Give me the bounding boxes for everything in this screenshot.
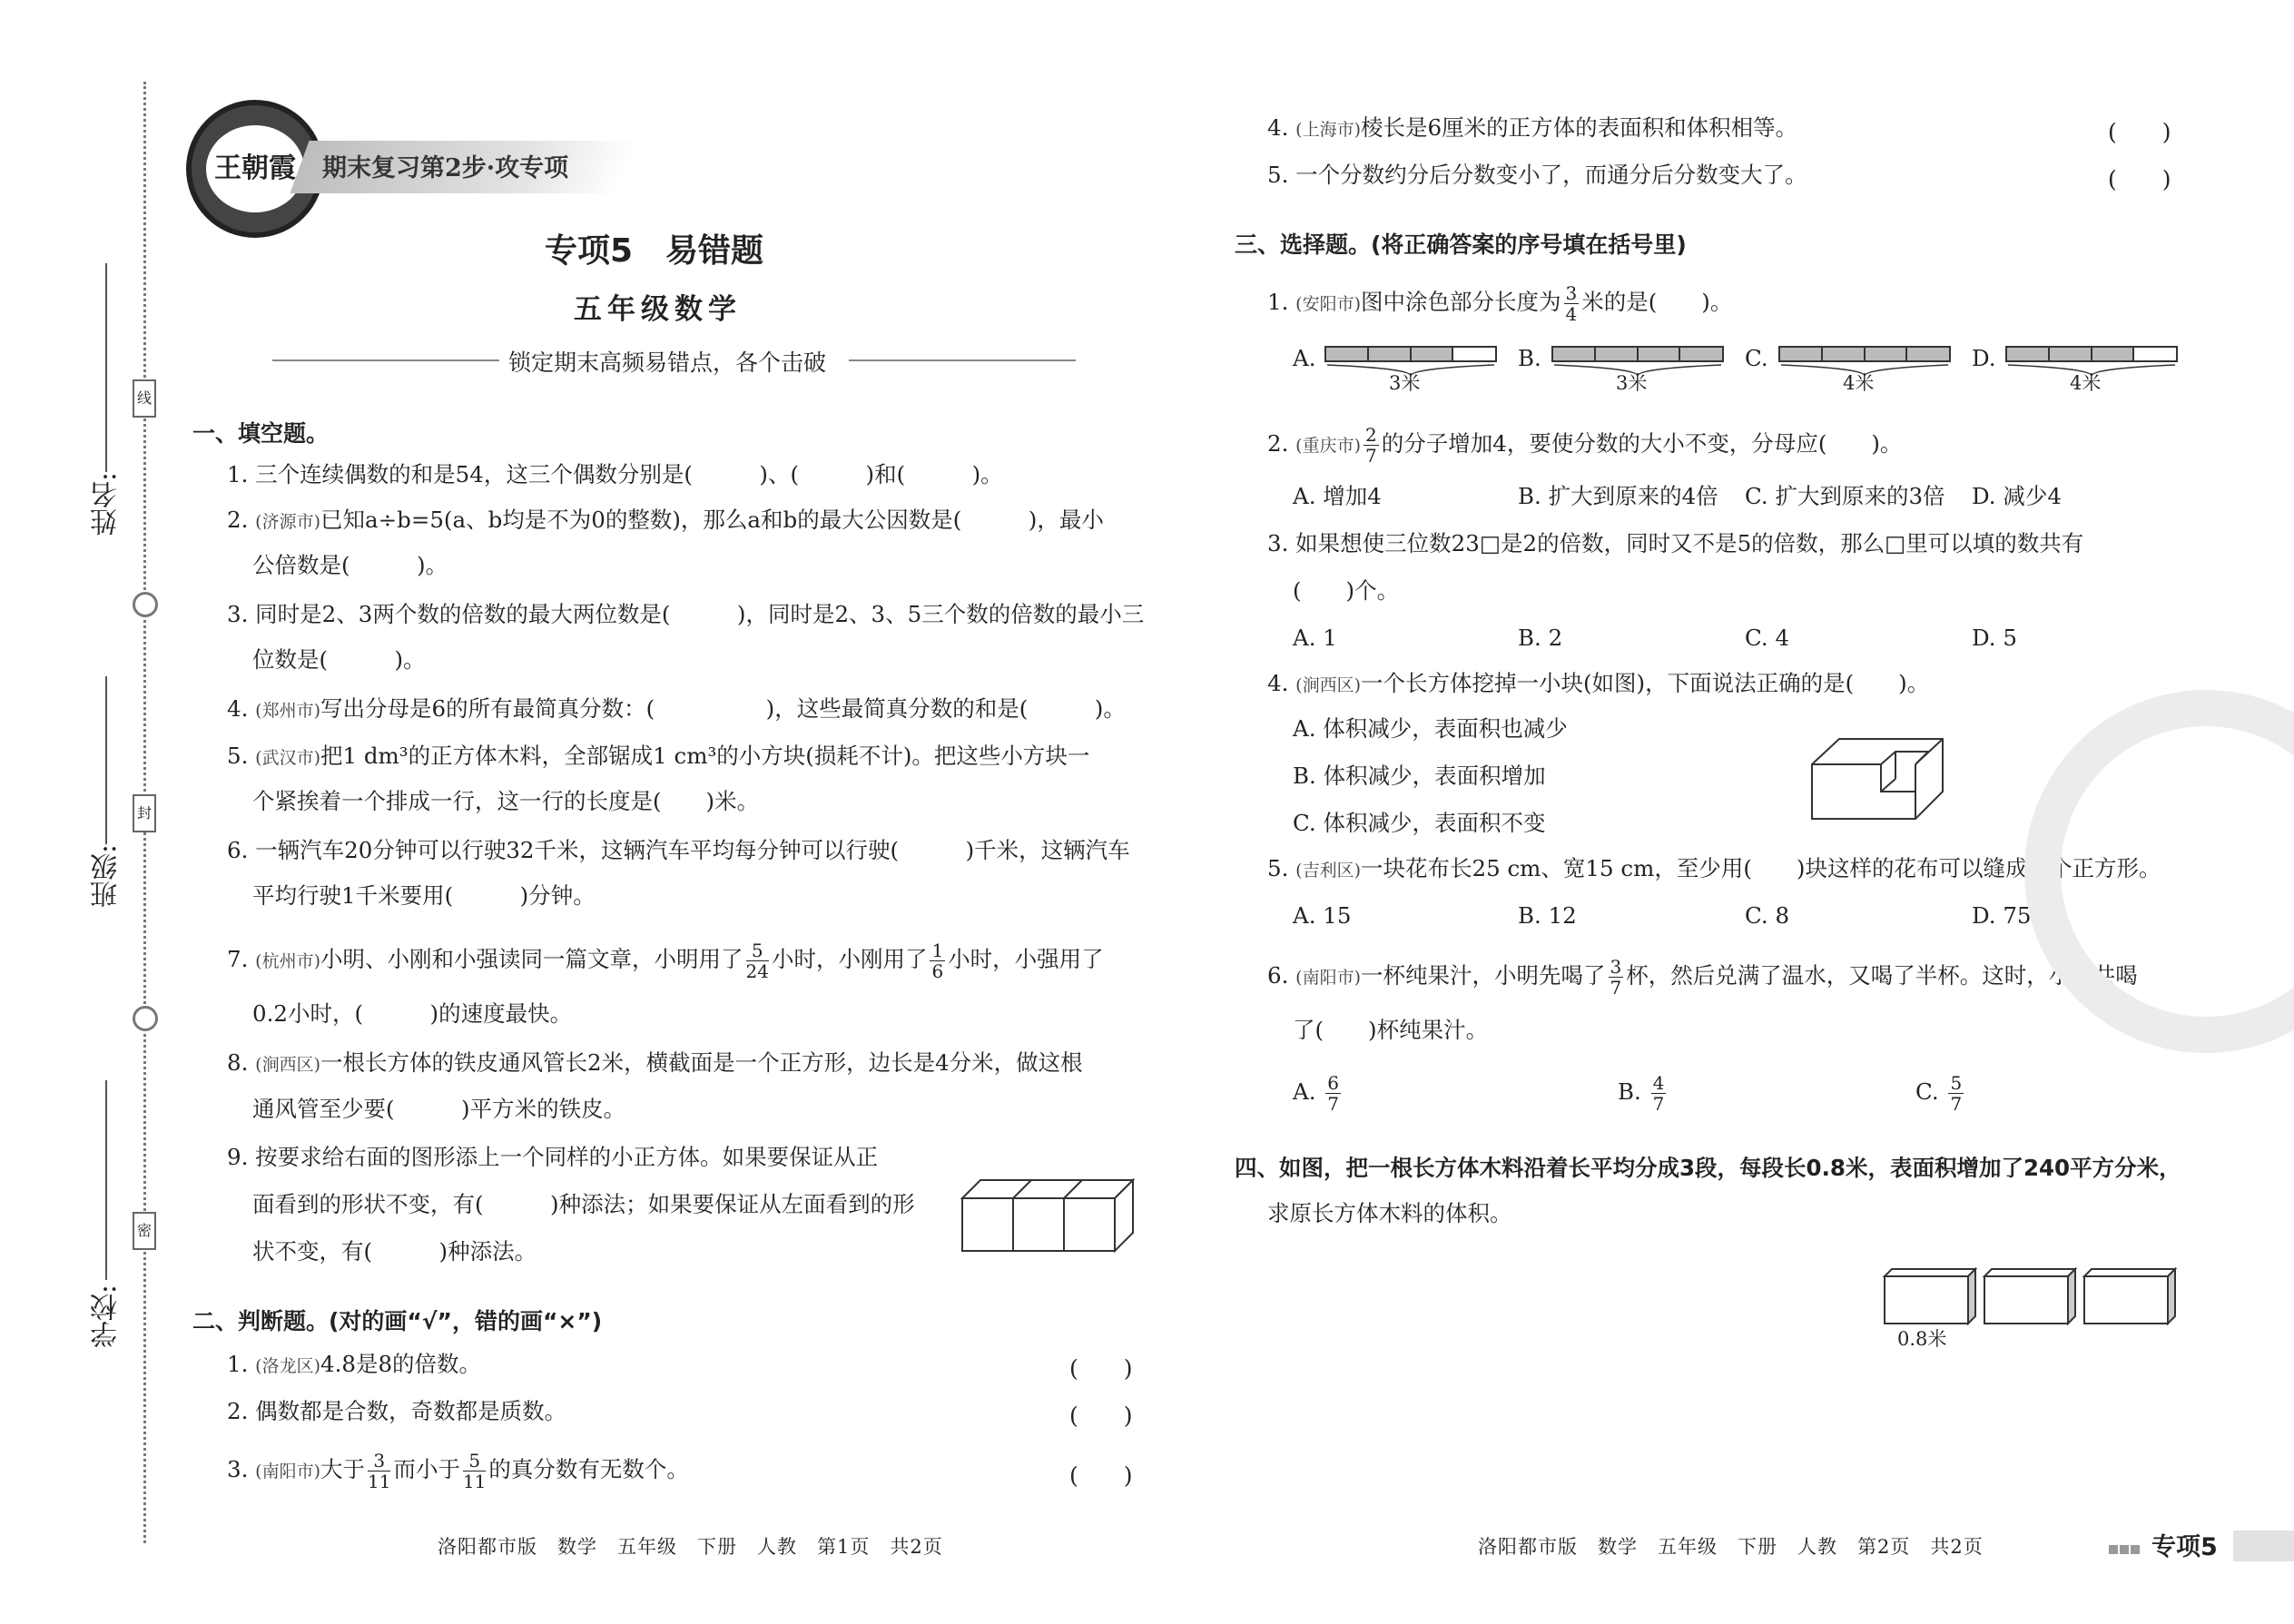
judge-q4-answer[interactable]: ( ) <box>2108 119 2171 145</box>
section-judge-title: 二、判断题。(对的画“√”，错的画“×”) <box>192 1308 603 1334</box>
name-label: 姓名: <box>91 472 123 536</box>
fraction: $\frac{3}{11}$ <box>368 1450 391 1492</box>
judge-q5-answer[interactable]: ( ) <box>2108 166 2171 192</box>
choice-q4-option-a[interactable]: A. 体积减少，表面积也减少 <box>1293 715 1568 742</box>
choice-q1: 1. (安阳市)图中涂色部分长度为 $\frac{3}{4}$ 米的是( )。 <box>1267 282 1733 325</box>
choice-q1-option-a[interactable]: A. <box>1293 345 1316 371</box>
choice-q6-option-b[interactable]: B. $\frac{4}{7}$ <box>1618 1072 1665 1115</box>
judge-q2: 2. 偶数都是合数，奇数都是质数。 <box>227 1398 567 1424</box>
fill-q8-line2: 通风管至少要( )平方米的铁皮。 <box>252 1096 626 1122</box>
fill-q8-text: 一根长方体的铁皮通风管长2米，横截面是一个正方形，边长是4分米，做这根 <box>320 1049 1083 1076</box>
fill-q3-line2: 位数是( )。 <box>252 646 426 673</box>
choice-q5-text: 一块花布长25 cm、宽15 cm，至少用( )块这样的花布可以缝成一个正方形。 <box>1361 855 2161 881</box>
judge-q1-text: 4.8是8的倍数。 <box>320 1351 482 1377</box>
fraction: $\frac{5}{7}$ <box>1950 1072 1963 1115</box>
segment-label-b: 3米 <box>1616 372 1648 394</box>
fill-q3-line1: 3. 同时是2、3两个数的倍数的最大两位数是( )，同时是2、3、5三个数的倍数的最小三 <box>227 601 1145 627</box>
fraction: $\frac{6}{7}$ <box>1327 1072 1340 1115</box>
fill-q2-line1: 2. (济源市)已知a÷b=5(a、b均是不为0的整数)，那么a和b的最大公因数是( )，最小 <box>227 507 1104 533</box>
choice-q6-option-a[interactable]: A. $\frac{6}{7}$ <box>1293 1072 1340 1115</box>
fill-q4-text: 写出分母是6的所有最简真分数：( )，这些最简真分数的和是( )。 <box>320 695 1126 722</box>
seal-char-line: 线 <box>133 379 156 418</box>
fill-q6-line2: 平均行驶1千米要用( )分钟。 <box>252 882 596 909</box>
segment-label-c: 4米 <box>1843 372 1875 394</box>
section-4-text: 四、如图，把一根长方体木料沿着长平均分成3段，每段长0.8米，表面积增加了240平方分米， <box>1235 1155 2181 1181</box>
choice-q1-text-b: 米的是( )。 <box>1581 289 1733 315</box>
choice-q3-option-c[interactable]: C. 4 <box>1745 625 1790 651</box>
region-tag: (武汉市) <box>255 748 320 768</box>
segment-label-a: 3米 <box>1389 372 1421 394</box>
brand-logo-text: 王朝霞 <box>206 125 304 212</box>
choice-q6-line1: 6. (南阳市)一杯纯果汁，小明先喝了 $\frac{3}{7}$ 杯，然后兑满了温水，又喝了半杯。这时，小明共喝 <box>1267 956 2138 999</box>
page-subtitle: 五年级数学 <box>574 293 742 326</box>
choice-q4: 4. (涧西区)一个长方体挖掉一小块(如图)，下面说法正确的是( )。 <box>1267 670 1930 696</box>
region-tag: (郑州市) <box>255 701 320 721</box>
fraction: $\frac{2}{7}$ <box>1365 424 1377 467</box>
choice-q2-text: 的分子增加4，要使分数的大小不变，分母应( )。 <box>1381 430 1903 457</box>
fill-q5-line2: 个紧挨着一个排成一行，这一行的长度是( )米。 <box>252 788 760 814</box>
choice-q3-option-d[interactable]: D. 5 <box>1972 625 2017 651</box>
choice-q5-option-c[interactable]: C. 8 <box>1745 902 1790 929</box>
footer-right: 洛阳都市版 数学 五年级 下册 人教 第2页 共2页 <box>1478 1536 1984 1558</box>
judge-q5: 5. 一个分数约分后分数变小了，而通分后分数变大了。 <box>1267 162 1807 188</box>
choice-q4-text: 一个长方体挖掉一小块(如图)，下面说法正确的是( )。 <box>1361 670 1930 696</box>
choice-q6-option-c[interactable]: C. $\frac{5}{7}$ <box>1915 1072 1963 1115</box>
fill-q7-text-a: 小明、小刚和小强读同一篇文章，小明用了 <box>320 946 743 972</box>
fill-q7-text-c: 小时，小强用了 <box>948 946 1104 972</box>
cuboid-notch-figure <box>1812 737 1948 828</box>
choice-q1-text-a: 图中涂色部分长度为 <box>1361 289 1561 315</box>
choice-q6-text-b: 杯，然后兑满了温水，又喝了半杯。这时，小明共喝 <box>1626 962 2138 989</box>
fraction: $\frac{5}{11}$ <box>462 1450 487 1492</box>
class-label: 班级: <box>91 844 123 909</box>
judge-q3: 3. (南阳市)大于 $\frac{3}{11}$ 而小于 $\frac{5}{11}$ 的真分数有无数个。 <box>227 1450 689 1492</box>
wood-segment-label: 0.8米 <box>1897 1328 1947 1350</box>
fill-q8-line1: 8. (涧西区)一根长方体的铁皮通风管长2米，横截面是一个正方形，边长是4分米，做这根 <box>227 1049 1083 1076</box>
fill-q2-line2: 公倍数是( )。 <box>252 552 448 578</box>
footer-left: 洛阳都市版 数学 五年级 下册 人教 第1页 共2页 <box>438 1536 943 1558</box>
judge-q4-text: 棱长是6厘米的正方体的表面积和体积相等。 <box>1361 114 1798 141</box>
section-choice-title: 三、选择题。(将正确答案的序号填在括号里) <box>1235 231 1687 258</box>
fraction: $\frac{4}{7}$ <box>1652 1072 1665 1115</box>
judge-q3-text-c: 的真分数有无数个。 <box>488 1456 689 1482</box>
region-tag: (杭州市) <box>255 951 320 971</box>
fill-q7-line1: 7. (杭州市)小明、小刚和小强读同一篇文章，小明用了 $\frac{5}{24}$ 小时，小刚用了 $\frac{1}{6}$ 小时，小强用了 <box>227 940 1104 982</box>
choice-q5-option-a[interactable]: A. 15 <box>1293 902 1352 929</box>
binding-hole-1 <box>133 592 158 617</box>
judge-q2-answer[interactable]: ( ) <box>1069 1403 1133 1429</box>
fill-q1: 1. 三个连续偶数的和是54，这三个偶数分别是( )、( )和( )。 <box>227 461 1003 487</box>
region-tag: (上海市) <box>1295 120 1361 140</box>
page-slogan: 锁定期末高频易错点，各个击破 <box>508 349 827 376</box>
choice-q3-line1: 3. 如果想使三位数23□是2的倍数，同时又不是5的倍数，那么□里可以填的数共有 <box>1267 530 2084 556</box>
choice-q6-text-a: 一杯纯果汁，小明先喝了 <box>1361 962 1606 989</box>
name-field-line[interactable] <box>105 263 107 472</box>
choice-q4-option-c[interactable]: C. 体积减少，表面积不变 <box>1293 810 1546 836</box>
choice-q2-option-d[interactable]: D. 减少4 <box>1972 483 2062 509</box>
fill-q9-line1: 9. 按要求给右面的图形添上一个同样的小正方体。如果要保证从正 <box>227 1144 879 1170</box>
fill-q7-text-b: 小时，小刚用了 <box>771 946 928 972</box>
choice-q3-line2: ( )个。 <box>1293 577 1400 604</box>
slogan-rule-left <box>272 359 499 361</box>
section-fill-blank-title: 一、填空题。 <box>192 420 330 447</box>
choice-q1-option-c[interactable]: C. <box>1745 345 1768 371</box>
fill-q2-text: 已知a÷b=5(a、b均是不为0的整数)，那么a和b的最大公因数是( )，最小 <box>320 507 1104 533</box>
region-tag: (重庆市) <box>1295 436 1361 456</box>
school-field-line[interactable] <box>105 1080 107 1280</box>
choice-q2-option-c[interactable]: C. 扩大到原来的3倍 <box>1745 483 1945 509</box>
seal-watermark <box>2024 690 2294 1053</box>
binding-hole-2 <box>133 1006 158 1031</box>
choice-q6-line2: 了( )杯纯果汁。 <box>1293 1017 1489 1043</box>
choice-q5-option-b[interactable]: B. 12 <box>1518 902 1577 929</box>
header-banner-text: 期末复习第2步·攻专项 <box>322 154 569 182</box>
choice-q1-option-d[interactable]: D. <box>1972 345 1996 371</box>
choice-q2-option-a[interactable]: A. 增加4 <box>1293 483 1382 509</box>
choice-q3-option-b[interactable]: B. 2 <box>1518 625 1563 651</box>
region-tag: (吉利区) <box>1295 861 1361 881</box>
fill-q9-line3: 状不变，有( )种添法。 <box>252 1238 537 1265</box>
region-tag: (安阳市) <box>1295 294 1361 314</box>
region-tag: (南阳市) <box>1295 968 1361 988</box>
choice-q4-option-b[interactable]: B. 体积减少，表面积增加 <box>1293 763 1546 789</box>
judge-q3-text-a: 大于 <box>320 1456 365 1482</box>
judge-q3-answer[interactable]: ( ) <box>1069 1462 1133 1489</box>
judge-q1: 1. (洛龙区)4.8是8的倍数。 <box>227 1351 482 1377</box>
footer-decor <box>2108 1534 2141 1560</box>
region-tag: (涧西区) <box>255 1055 320 1075</box>
judge-q4: 4. (上海市)棱长是6厘米的正方体的表面积和体积相等。 <box>1267 114 1798 141</box>
seal-char-seal: 封 <box>133 794 156 832</box>
fill-q9-line2: 面看到的形状不变，有( )种添法；如果要保证从左面看到的形 <box>252 1191 915 1217</box>
footer-bar <box>2233 1530 2294 1561</box>
section-4-line1 <box>1235 1153 2181 1184</box>
judge-q3-text-b: 而小于 <box>393 1456 460 1482</box>
school-label: 学校: <box>91 1284 123 1349</box>
slogan-rule-right <box>849 359 1076 361</box>
choice-q5-option-d[interactable]: D. 75 <box>1972 902 2032 929</box>
fraction: $\frac{1}{6}$ <box>931 940 944 982</box>
choice-q2: 2. (重庆市) $\frac{2}{7}$ 的分子增加4，要使分数的大小不变，分母应( )。 <box>1267 424 1903 467</box>
class-field-line[interactable] <box>105 676 107 844</box>
fill-q6-line1: 6. 一辆汽车20分钟可以行驶32千米，这辆汽车平均每分钟可以行驶( )千米，这辆汽车 <box>227 837 1130 863</box>
region-tag: (南阳市) <box>255 1462 320 1481</box>
judge-q1-answer[interactable]: ( ) <box>1069 1355 1133 1382</box>
seal-char-secret: 密 <box>133 1212 156 1250</box>
page-title: 专项5 易错题 <box>545 232 764 270</box>
section-4-line2: 求原长方体木料的体积。 <box>1267 1200 1512 1226</box>
region-tag: (济源市) <box>255 512 320 532</box>
fraction: $\frac{3}{7}$ <box>1610 956 1622 999</box>
fraction: $\frac{3}{4}$ <box>1565 282 1578 325</box>
choice-q1-option-b[interactable]: B. <box>1518 345 1541 371</box>
region-tag: (涧西区) <box>1295 675 1361 695</box>
choice-q5: 5. (吉利区)一块花布长25 cm、宽15 cm，至少用( )块这样的花布可以缝成一个正方形。 <box>1267 855 2161 881</box>
region-tag: (洛龙区) <box>255 1356 320 1376</box>
fill-q5-line1: 5. (武汉市)把1 dm³的正方体木料，全部锯成1 cm³的小方块(损耗不计)。把这些小方块一 <box>227 743 1090 769</box>
fill-q7-line2: 0.2小时，( )的速度最快。 <box>252 1000 573 1027</box>
fraction: $\frac{5}{24}$ <box>745 940 769 982</box>
footer-section-tag: 专项5 <box>2151 1533 2218 1561</box>
fill-q5-text: 把1 dm³的正方体木料，全部锯成1 cm³的小方块(损耗不计)。把这些小方块一 <box>320 743 1090 769</box>
fill-q4: 4. (郑州市)写出分母是6的所有最简真分数：( )，这些最简真分数的和是( )。 <box>227 695 1126 722</box>
choice-q2-option-b[interactable]: B. 扩大到原来的4倍 <box>1518 483 1718 509</box>
choice-q3-option-a[interactable]: A. 1 <box>1293 625 1337 651</box>
cube-row-figure <box>962 1171 1144 1253</box>
segment-label-d: 4米 <box>2070 372 2102 394</box>
